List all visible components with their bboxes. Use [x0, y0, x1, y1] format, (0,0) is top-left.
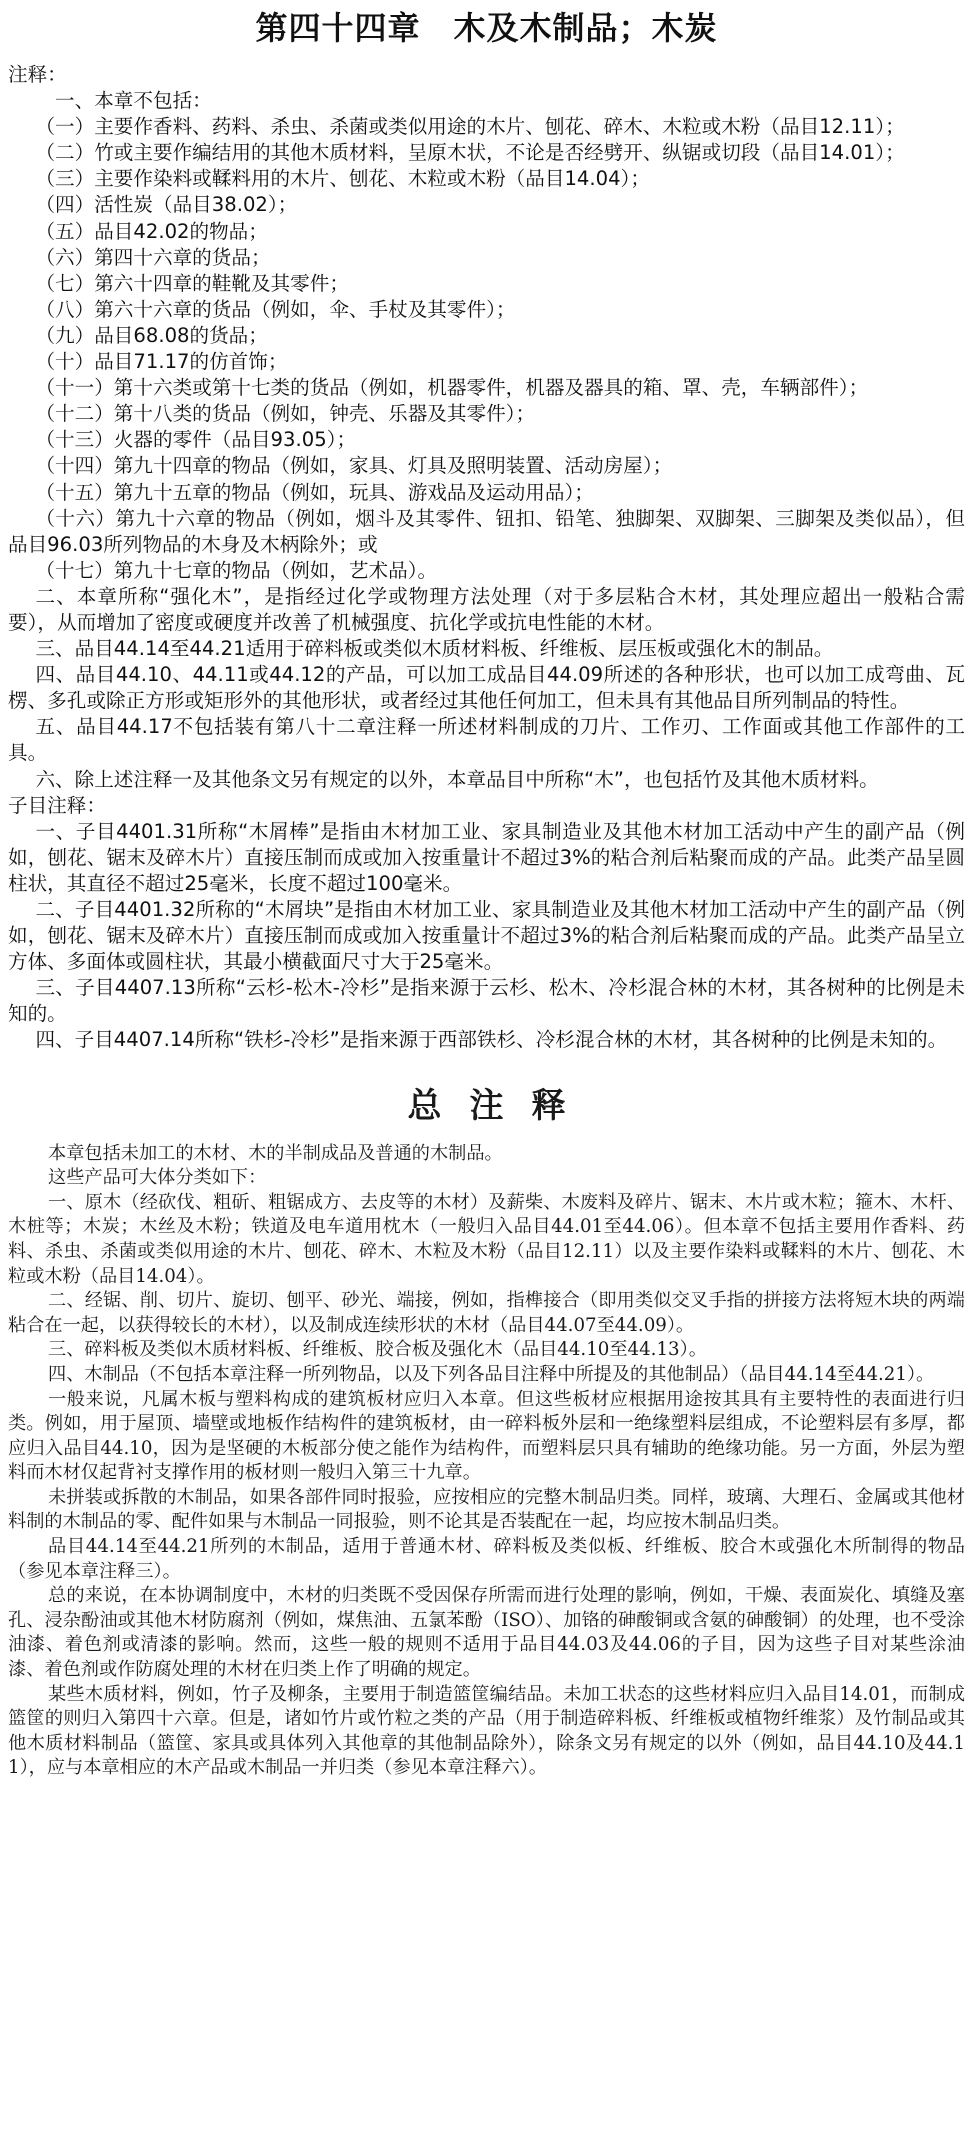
note-item: 四、品目44.10、44.11或44.12的产品，可以加工成品目44.09所述的各种形状，也可以加工成弯曲、瓦楞、多孔或除正方形或矩形外的其他形状，或者经过其他任何加工，但未具有其他品目所列制品的特性。: [8, 663, 965, 713]
exclusion-item: （七）第六十四章的鞋靴及其零件；: [35, 271, 349, 295]
exclusion-item: （十二）第十八类的货品（例如，钟壳、乐器及其零件）；: [35, 402, 536, 426]
exclusion-item: （十六）第九十六章的物品（例如，烟斗及其零件、钮扣、铅笔、独脚架、双脚架、三脚架及类似品），但品目96.03所列物品的木身及木柄除外；或: [8, 506, 965, 556]
exclusion-item: （十七）第九十七章的物品（例如，艺术品）。: [35, 558, 438, 582]
exclusion-item: （八）第六十六章的货品（例如，伞、手杖及其零件）；: [35, 297, 516, 321]
chapter-notes: [8, 62, 965, 1054]
subheading-note-item: 三、子目4407.13所称“云杉-松木-冷杉”是指来源于云杉、松木、冷杉混合林的木材，其各树种的比例是未知的。: [8, 976, 965, 1026]
general-paragraph: 品目44.14至44.21所列的木制品，适用于普通木材、碎料板及类似板、纤维板、胶合木或强化木所制得的物品（参见本章注释三）。: [8, 1536, 965, 1582]
exclusion-item: （十）品目71.17的仿首饰；: [35, 350, 288, 374]
chapter-title: 第四十四章 木及木制品；木炭: [255, 9, 718, 47]
general-paragraph: 二、经锯、削、切片、旋切、刨平、砂光、端接，例如，指榫接合（即用类似交叉手指的拼接方法将短木块的两端粘合在一起，以获得较长的木材），以及制成连续形状的木材（品目44.07至44.09）。: [8, 1290, 965, 1336]
notes-label: 注释：: [8, 63, 67, 86]
exclusion-item: （九）品目68.08的货品；: [35, 323, 268, 347]
general-paragraph: 本章包括未加工的木材、木的半制成品及普通的木制品。: [48, 1142, 503, 1164]
note-item: 二、本章所称“强化木”，是指经过化学或物理方法处理（对于多层粘合木材，其处理应超出一般粘合需要），从而增加了密度或硬度并改善了机械强度、抗化学或抗电性能的木材。: [8, 584, 965, 634]
general-paragraph: 四、木制品（不包括本章注释一所列物品，以及下列各品目注释中所提及的其他制品）（品目44.14至44.21）。: [48, 1363, 935, 1385]
subheading-note-item: 四、子目4407.14所称“铁杉-冷杉”是指来源于西部铁杉、冷杉混合林的木材，其各树种的比例是未知的。: [35, 1028, 948, 1052]
exclusion-item: （十五）第九十五章的物品（例如，玩具、游戏品及运动用品）；: [35, 480, 594, 504]
general-paragraph: 总的来说，在本协调制度中，木材的归类既不受因保存所需而进行处理的影响，例如，干燥、表面炭化、填缝及塞孔、浸杂酚油或其他木材防腐剂（例如，煤焦油、五氯苯酚（ISO）、加铬的砷酸铜或含氨的砷酸铜）的处理，也不受涂油漆、着色剂或清漆的影响。然而，这些一般的规则不适用于品目44.03及44.06的子目，因为这些子目对某些涂油漆、着色剂或作防腐处理的木材在归类上作了明确的规定。: [8, 1585, 965, 1681]
note-item: 六、除上述注释一及其他条文另有规定的以外，本章品目中所称“木”，也包括竹及其他木质材料。: [35, 767, 879, 791]
exclusion-item: （三）主要作染料或鞣料用的木片、刨花、木粒或木粉（品目14.04）；: [35, 167, 650, 191]
exclusions-intro: 一、本章不包括：: [55, 89, 212, 113]
exclusion-item: （十四）第九十四章的物品（例如，家具、灯具及照明装置、活动房屋）；: [35, 454, 673, 478]
general-paragraph: 三、碎料板及类似木质材料板、纤维板、胶合板及强化木（品目44.10至44.13）。: [48, 1339, 707, 1361]
exclusion-item: （五）品目42.02的物品；: [35, 219, 268, 243]
exclusion-item: （十一）第十六类或第十七类的货品（例如，机器零件，机器及器具的箱、罩、壳，车辆部件）；: [35, 376, 869, 400]
general-notes-title: 总注释: [407, 1085, 594, 1126]
general-paragraph: 一、原木（经砍伐、粗斫、粗锯成方、去皮等的木材）及薪柴、木废料及碎片、锯末、木片或木粒；箍木、木杆、木桩等；木炭；木丝及木粉；铁道及电车道用枕木（一般归入品目44.01至44.06）。但本章不包括主要用作香料、药料、杀虫、杀菌或类似用途的木片、刨花、碎木、木粒及木粉（品目12.11）以及主要作染料或鞣料的木片、刨花、木粒或木粉（品目14.04）。: [8, 1191, 965, 1287]
exclusion-item: （一）主要作香料、药料、杀虫、杀菌或类似用途的木片、刨花、碎木、木粒或木粉（品目12.11）；: [35, 115, 905, 139]
general-paragraph: 这些产品可大体分类如下：: [48, 1167, 267, 1189]
subheading-note-item: 二、子目4401.32所称的“木屑块”是指由木材加工业、家具制造业及其他木材加工活动中产生的副产品（例如，刨花、锯末及碎木片）直接压制而成或加入按重量计不超过3%的粘合剂后粘聚而成的产品。此类产品呈立方体、多面体或圆柱状，其最小横截面尺寸大于25毫米。: [8, 898, 965, 974]
note-item: 五、品目44.17不包括装有第八十二章注释一所述材料制成的刀片、工作刃、工作面或其他工作部件的工具。: [8, 715, 965, 765]
subheading-note-item: 一、子目4401.31所称“木屑棒”是指由木材加工业、家具制造业及其他木材加工活动中产生的副产品（例如，刨花、锯末及碎木片）直接压制而成或加入按重量计不超过3%的粘合剂后粘聚而成的产品。此类产品呈圆柱状，其直径不超过25毫米，长度不超过100毫米。: [8, 819, 965, 895]
general-notes: [8, 1142, 965, 1781]
exclusion-item: （二）竹或主要作编结用的其他木质材料，呈原木状，不论是否经劈开、纵锯或切段（品目14.01）；: [35, 141, 905, 165]
exclusion-item: （六）第四十六章的货品；: [35, 245, 271, 269]
general-paragraph: 某些木质材料，例如，竹子及柳条，主要用于制造篮筐编结品。未加工状态的这些材料应归入品目14.01，而制成篮筐的则归入第四十六章。但是，诸如竹片或竹粒之类的产品（用于制造碎料板、纤维板或植物纤维浆）及竹制品或其他木质材料制品（篮筐、家具或具体列入其他章的其他制品除外），除条文另有规定的以外（例如，品目44.10及44.11），应与本章相应的木产品或木制品一并归类（参见本章注释六）。: [8, 1683, 965, 1779]
note-item: 三、品目44.14至44.21适用于碎料板或类似木质材料板、纤维板、层压板或强化木的制品。: [35, 637, 834, 661]
exclusion-item: （十三）火器的零件（品目93.05）；: [35, 428, 357, 452]
exclusion-item: （四）活性炭（品目38.02）；: [35, 193, 298, 217]
general-paragraph: 一般来说，凡属木板与塑料构成的建筑板材应归入本章。但这些板材应根据用途按其具有主要特性的表面进行归类。例如，用于屋顶、墙壁或地板作结构件的建筑板材，由一碎料板外层和一绝缘塑料层组成，不论塑料层有多厚，都应归入品目44.10，因为是坚硬的木板部分使之能作为结构件，而塑料层只具有辅助的绝缘功能。另一方面，外层为塑料而木材仅起背衬支撑作用的板材则一般归入第三十九章。: [8, 1388, 965, 1484]
general-paragraph: 未拼装或拆散的木制品，如果各部件同时报验，应按相应的完整木制品归类。同样，玻璃、大理石、金属或其他材料制的木制品的零、配件如果与木制品一同报验，则不论其是否装配在一起，均应按木制品归类。: [8, 1486, 965, 1533]
subheading-notes-label: 子目注释：: [8, 793, 106, 817]
